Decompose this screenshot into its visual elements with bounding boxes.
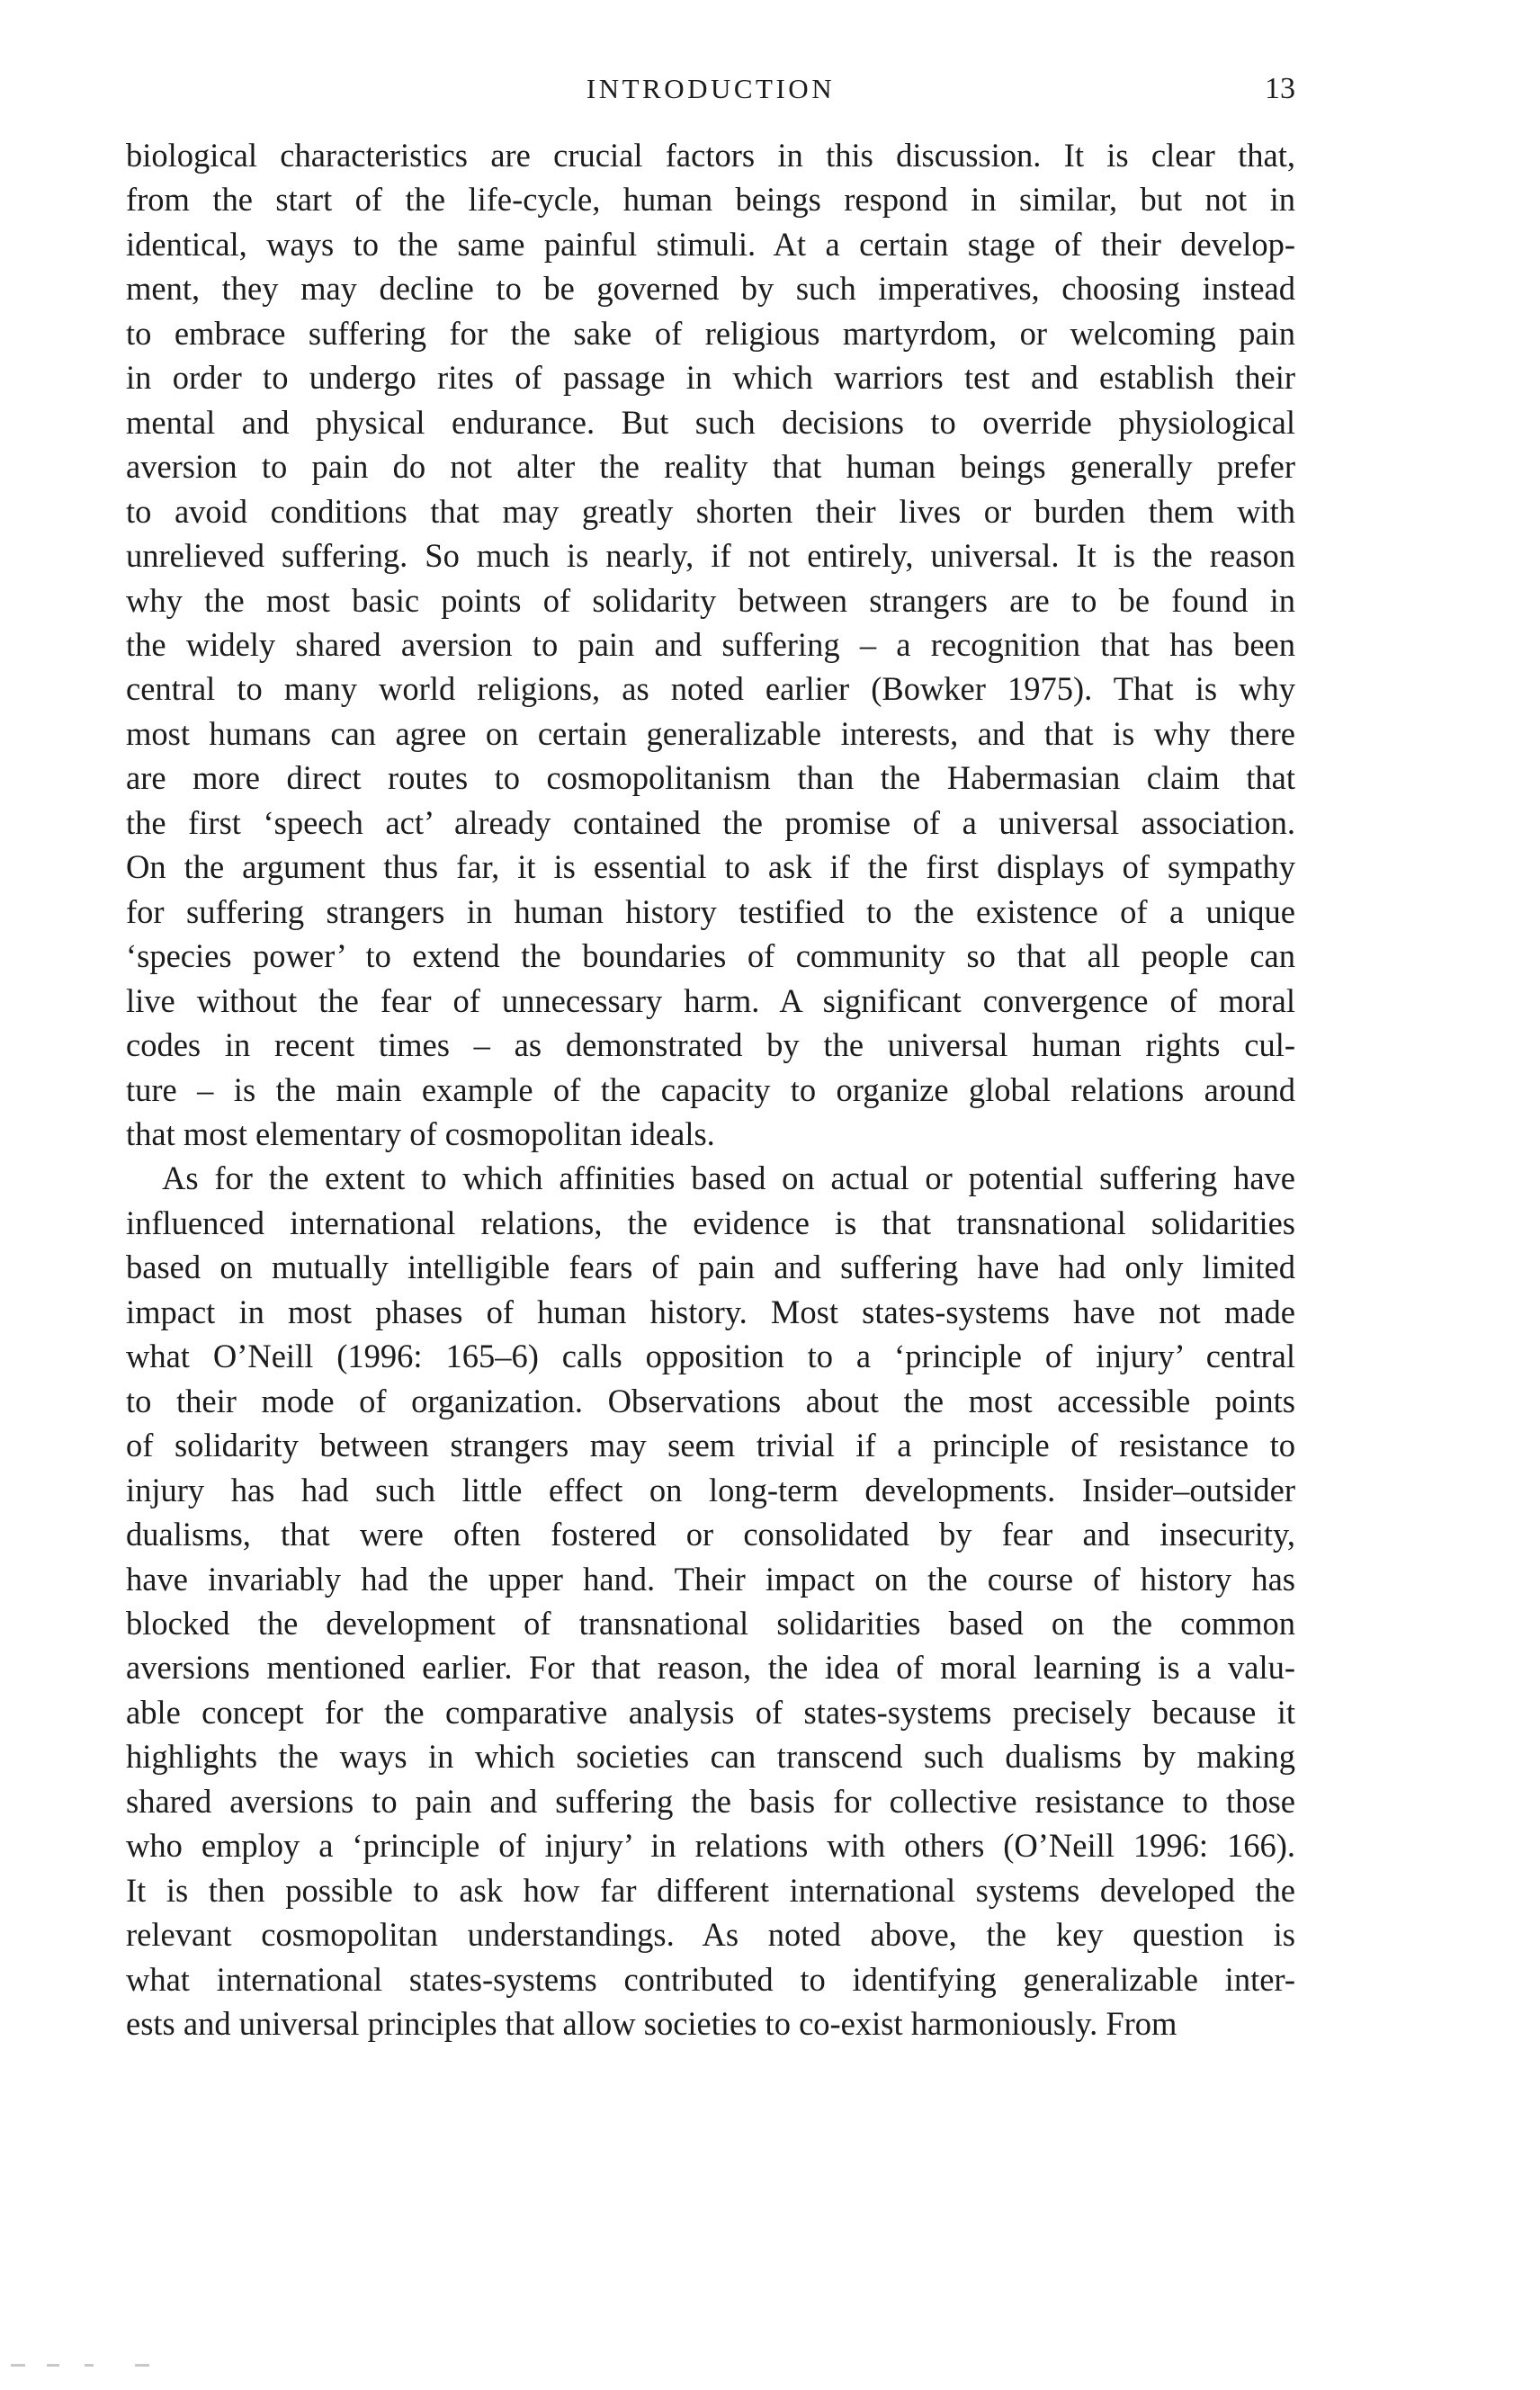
scan-artifact-marks [11, 2364, 164, 2369]
text-line: dualisms, that were often fostered or consolidated by fear and insecurity, [126, 1516, 1295, 1553]
text-line: identical, ways to the same painful stimuli. At a certain stage of their develop- [126, 225, 1295, 263]
paragraph-1 [126, 133, 1295, 1156]
text-line: based on mutually intelligible fears of pain and suffering have had only limited [126, 1249, 1295, 1286]
paragraph-2 [126, 1156, 1295, 2045]
text-line: in order to undergo rites of passage in which warriors test and establish their [126, 359, 1295, 397]
text-line: central to many world religions, as noted earlier (Bowker 1975). That is why [126, 670, 1295, 708]
text-line: shared aversions to pain and suffering the basis for collective resistance to those [126, 1782, 1295, 1820]
text-line: most humans can agree on certain generalizable interests, and that is why there [126, 714, 1295, 752]
text-line: highlights the ways in which societies can transcend such dualisms by making [126, 1738, 1295, 1776]
text-line: impact in most phases of human history. Most states-systems have not made [126, 1293, 1295, 1330]
text-line: are more direct routes to cosmopolitanism than the Habermasian claim that [126, 759, 1295, 797]
text-line: what O’Neill (1996: 165–6) calls opposition to a ‘principle of injury’ central [126, 1338, 1295, 1375]
text-line: from the start of the life-cycle, human beings respond in similar, but not in [126, 181, 1295, 219]
text-line: have invariably had the upper hand. Their impact on the course of history has [126, 1560, 1295, 1598]
text-line: live without the fear of unnecessary harm. A significant convergence of moral [126, 981, 1295, 1019]
text-line: that most elementary of cosmopolitan ideals. [126, 1114, 715, 1152]
text-line: As for the extent to which affinities based on actual or potential suffering have [162, 1159, 1295, 1197]
text-line: influenced international relations, the evidence is that transnational solidarities [126, 1204, 1295, 1241]
text-line: able concept for the comparative analysis of states-systems precisely because it [126, 1693, 1295, 1731]
text-line: unrelieved suffering. So much is nearly, if not entirely, universal. It is the reason [126, 537, 1295, 575]
text-line: mental and physical endurance. But such decisions to override physiological [126, 403, 1295, 441]
text-line: relevant cosmopolitan understandings. As noted above, the key question is [126, 1916, 1295, 1954]
text-line: It is then possible to ask how far different international systems developed the [126, 1871, 1295, 1909]
text-line: to their mode of organization. Observations about the most accessible points [126, 1382, 1295, 1419]
text-line: aversions mentioned earlier. For that reason, the idea of moral learning is a valu- [126, 1649, 1295, 1687]
body-text [126, 133, 1295, 2045]
text-line: biological characteristics are crucial factors in this discussion. It is clear that, [126, 137, 1295, 174]
text-line: for suffering strangers in human history testified to the existence of a unique [126, 892, 1295, 930]
text-line: the widely shared aversion to pain and suffering – a recognition that has been [126, 625, 1295, 663]
text-line: the first ‘speech act’ already contained the promise of a universal association. [126, 803, 1295, 841]
text-line: to embrace suffering for the sake of religious martyrdom, or welcoming pain [126, 314, 1295, 352]
page-number: 13 [1265, 72, 1295, 105]
text-line: to avoid conditions that may greatly shorten their lives or burden them with [126, 492, 1295, 530]
text-line: what international states-systems contributed to identifying generalizable inter- [126, 1960, 1295, 1998]
text-line: who employ a ‘principle of injury’ in relations with others (O’Neill 1996: 166). [126, 1827, 1295, 1865]
text-line: ture – is the main example of the capacity to organize global relations around [126, 1070, 1295, 1108]
text-line: ‘species power’ to extend the boundaries of community so that all people can [126, 937, 1295, 975]
text-line: On the argument thus far, it is essential to ask if the first displays of sympathy [126, 848, 1295, 886]
text-line: of solidarity between strangers may seem trivial if a principle of resistance to [126, 1427, 1295, 1464]
text-line: injury has had such little effect on long-term developments. Insider–outsider [126, 1471, 1295, 1508]
text-line: blocked the development of transnational solidarities based on the common [126, 1604, 1295, 1642]
text-line: codes in recent times – as demonstrated by the universal human rights cul- [126, 1026, 1295, 1064]
running-head [126, 67, 1295, 112]
text-line: why the most basic points of solidarity between strangers are to be found in [126, 581, 1295, 619]
running-head-title: INTRODUCTION [586, 73, 836, 104]
text-line: ests and universal principles that allow societies to co-exist harmoniously. From [126, 2005, 1177, 2043]
text-line: ment, they may decline to be governed by such imperatives, choosing instead [126, 270, 1295, 308]
text-line: aversion to pain do not alter the reality that human beings generally prefer [126, 448, 1295, 486]
